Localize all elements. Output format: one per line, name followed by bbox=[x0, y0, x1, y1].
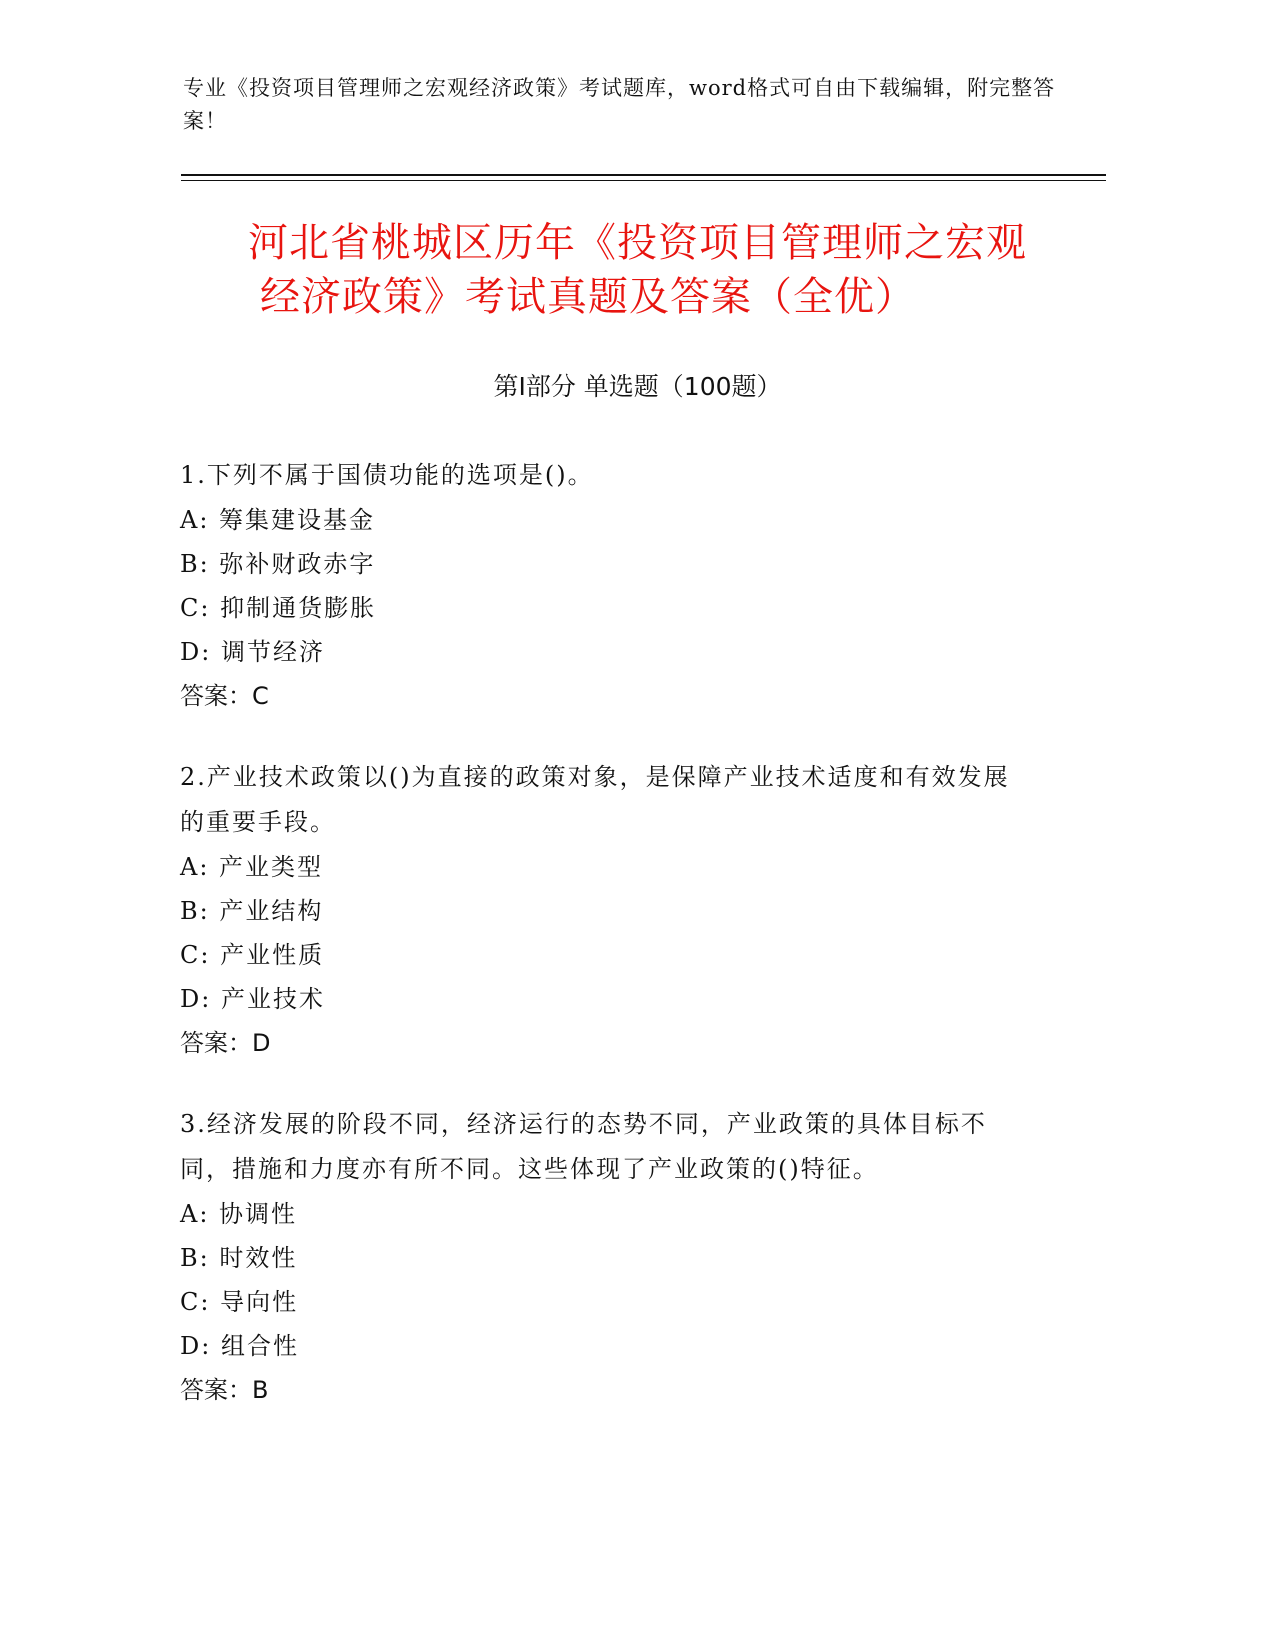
option-b: B: 时效性 bbox=[180, 1244, 298, 1272]
option-c: C: 导向性 bbox=[180, 1288, 299, 1316]
question-stem: 3.经济发展的阶段不同，经济运行的态势不同，产业政策的具体目标不同，措施和力度亦有所不同。这些体现了产业政策的()特征。 bbox=[180, 1110, 987, 1183]
question-1 bbox=[180, 453, 1020, 718]
section-title: 第Ⅰ部分 单选题（100题） bbox=[493, 372, 782, 401]
question-stem: 2.产业技术政策以()为直接的政策对象，是保障产业技术适度和有效发展的重要手段。 bbox=[180, 763, 1010, 836]
option-b: B: 产业结构 bbox=[180, 897, 324, 925]
option-a: A: 协调性 bbox=[180, 1200, 298, 1228]
option-a: A: 筹集建设基金 bbox=[180, 506, 376, 534]
question-2 bbox=[180, 755, 1020, 1065]
document-title bbox=[150, 216, 1125, 324]
question-3 bbox=[180, 1102, 1020, 1412]
option-c: C: 产业性质 bbox=[180, 941, 325, 969]
option-a: A: 产业类型 bbox=[180, 853, 324, 881]
header-rule-thick bbox=[181, 174, 1106, 176]
answer: 答案：B bbox=[180, 1376, 269, 1404]
option-d: D: 产业技术 bbox=[180, 985, 325, 1013]
option-d: D: 调节经济 bbox=[180, 638, 325, 666]
document-title-line-2: 经济政策》考试真题及答案（全优） bbox=[260, 274, 916, 320]
question-list bbox=[180, 453, 1020, 1449]
document-title-line-1: 河北省桃城区历年《投资项目管理师之宏观 bbox=[248, 220, 1027, 266]
header-note: 专业《投资项目管理师之宏观经济政策》考试题库，word格式可自由下载编辑，附完整答案！ bbox=[183, 76, 1056, 133]
question-stem: 1.下列不属于国债功能的选项是()。 bbox=[180, 461, 594, 489]
answer: 答案：D bbox=[180, 1029, 271, 1057]
option-c: C: 抑制通货膨胀 bbox=[180, 594, 377, 622]
header-rule-thin bbox=[181, 180, 1106, 181]
answer: 答案：C bbox=[180, 682, 269, 710]
option-d: D: 组合性 bbox=[180, 1332, 299, 1360]
option-b: B: 弥补财政赤字 bbox=[180, 550, 376, 578]
